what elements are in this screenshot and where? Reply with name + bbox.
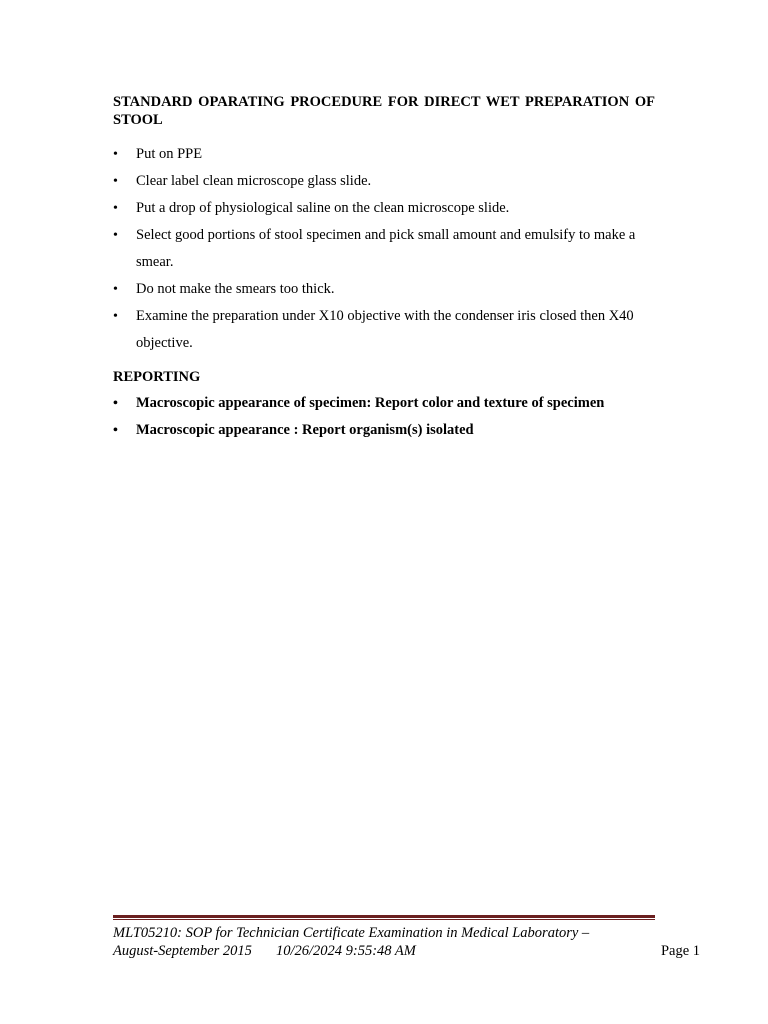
footer-divider [113, 915, 655, 921]
footer-line-1: MLT05210: SOP for Technician Certificate Examination in Medical Laboratory – [113, 925, 590, 941]
step-text: Do not make the smears too thick. [136, 281, 335, 297]
step-text: Examine the preparation under X10 objective with the condenser iris closed then X40 objective. [136, 308, 634, 351]
list-item [113, 141, 655, 168]
footer-timestamp: 10/26/2024 9:55:48 AM [275, 943, 416, 959]
reporting-text: Macroscopic appearance of specimen: Report color and texture of specimen [136, 395, 605, 411]
footer-divider-thick [113, 915, 655, 918]
bullet-icon: • [113, 174, 118, 189]
list-item [113, 303, 655, 357]
reporting-text: Macroscopic appearance : Report organism(s) isolated [136, 422, 474, 438]
footer-period: August-September 2015 [113, 943, 252, 959]
step-text: Put a drop of physiological saline on the clean microscope slide. [136, 200, 510, 216]
page-number: Page 1 [660, 943, 700, 959]
page-title: STANDARD OPARATING PROCEDURE FOR DIRECT WET PREPARATION OF STOOL [113, 94, 655, 128]
list-item [113, 390, 655, 417]
list-item [113, 195, 655, 222]
bullet-icon: • [113, 282, 118, 297]
bullet-icon: • [113, 396, 118, 411]
list-item [113, 222, 655, 276]
list-item [113, 417, 655, 444]
bullet-icon: • [113, 309, 118, 324]
procedure-steps-list [113, 141, 655, 357]
step-text: Select good portions of stool specimen and pick small amount and emulsify to make a smear. [136, 227, 636, 270]
bullet-icon: • [113, 423, 118, 438]
bullet-icon: • [113, 201, 118, 216]
step-text: Put on PPE [136, 146, 203, 162]
reporting-list [113, 390, 655, 444]
list-item [113, 276, 655, 303]
reporting-heading: REPORTING [113, 369, 201, 385]
footer-line-2 [113, 942, 633, 960]
bullet-icon: • [113, 228, 118, 243]
step-text: Clear label clean microscope glass slide. [136, 173, 372, 189]
bullet-icon: • [113, 147, 118, 162]
footer-text [113, 924, 633, 960]
footer-divider-thin [113, 919, 655, 920]
list-item [113, 168, 655, 195]
